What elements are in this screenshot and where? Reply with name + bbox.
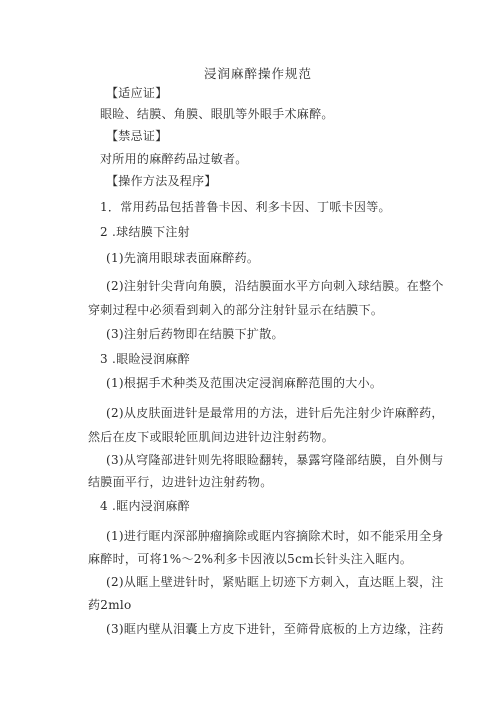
section-3-paragraph-3-line-2: 结膜面平行，边进针边注射药物。 xyxy=(88,475,273,489)
indications-text: 眼睑、结膜、角膜、眼肌等外眼手术麻醉。 xyxy=(100,107,334,121)
section-3-paragraph-1: (1)根据手术种类及范围决定浸润麻醉范围的大小。 xyxy=(106,376,383,390)
section-2-paragraph-2-line-1: (2)注射针尖背向角膜，沿结膜面水平方向刺入球结膜。在整个 xyxy=(106,279,444,293)
section-2-heading: 2 .球结膜下注射 xyxy=(100,225,190,239)
section-4-heading: 4 .眶内浸润麻醉 xyxy=(100,499,190,513)
section-4-paragraph-2-line-1: (2)从眶上壁进针时，紧贴眶上切迹下方刺入，直达眶上裂，注 xyxy=(106,575,444,589)
section-2-paragraph-3: (3)注射后药物即在结膜下扩散。 xyxy=(106,327,284,341)
section-4-paragraph-1-line-1: (1)进行眶内深部肿瘤摘除或眶内容摘除术时，如不能采用全身 xyxy=(106,529,444,543)
section-3-paragraph-2-line-2: 然后在皮下或眼轮匝肌间边进针边注射药物。 xyxy=(88,430,335,444)
section-2-paragraph-1: (1)先滴用眼球表面麻醉药。 xyxy=(106,251,260,265)
section-4-paragraph-3-line-1: (3)眶内壁从泪囊上方皮下进针，至筛骨底板的上方边缘，注药 xyxy=(106,622,444,636)
section-2-paragraph-2-line-2: 穿刺过程中必须看到刺入的部分注射针显示在结膜下。 xyxy=(88,303,384,317)
section-3-paragraph-3-line-1: (3)从穹隆部进针则先将眼睑翻转，暴露穹隆部结膜，自外侧与 xyxy=(106,453,444,467)
contraindications-heading: 【禁忌证】 xyxy=(106,129,168,143)
document-title: 浸润麻醉操作规范 xyxy=(204,66,313,81)
indications-heading: 【适应证】 xyxy=(106,86,168,100)
procedure-item-1: 1．常用药品包括普鲁卡因、利多卡因、丁哌卡因等。 xyxy=(100,200,391,214)
section-4-paragraph-2-line-2: 药2mlo xyxy=(88,598,132,612)
section-3-paragraph-2-line-1: (2)从皮肤面进针是最常用的方法，进针后先注射少许麻醉药， xyxy=(106,406,444,420)
contraindications-text: 对所用的麻醉药品过敏者。 xyxy=(100,152,248,166)
section-3-heading: 3 .眼睑浸润麻醉 xyxy=(100,352,190,366)
procedure-heading: 【操作方法及程序】 xyxy=(106,174,217,188)
section-4-paragraph-1-line-2: 麻醉时，可将1%～2%利多卡因液以5cm长针头注入眶内。 xyxy=(88,552,413,566)
